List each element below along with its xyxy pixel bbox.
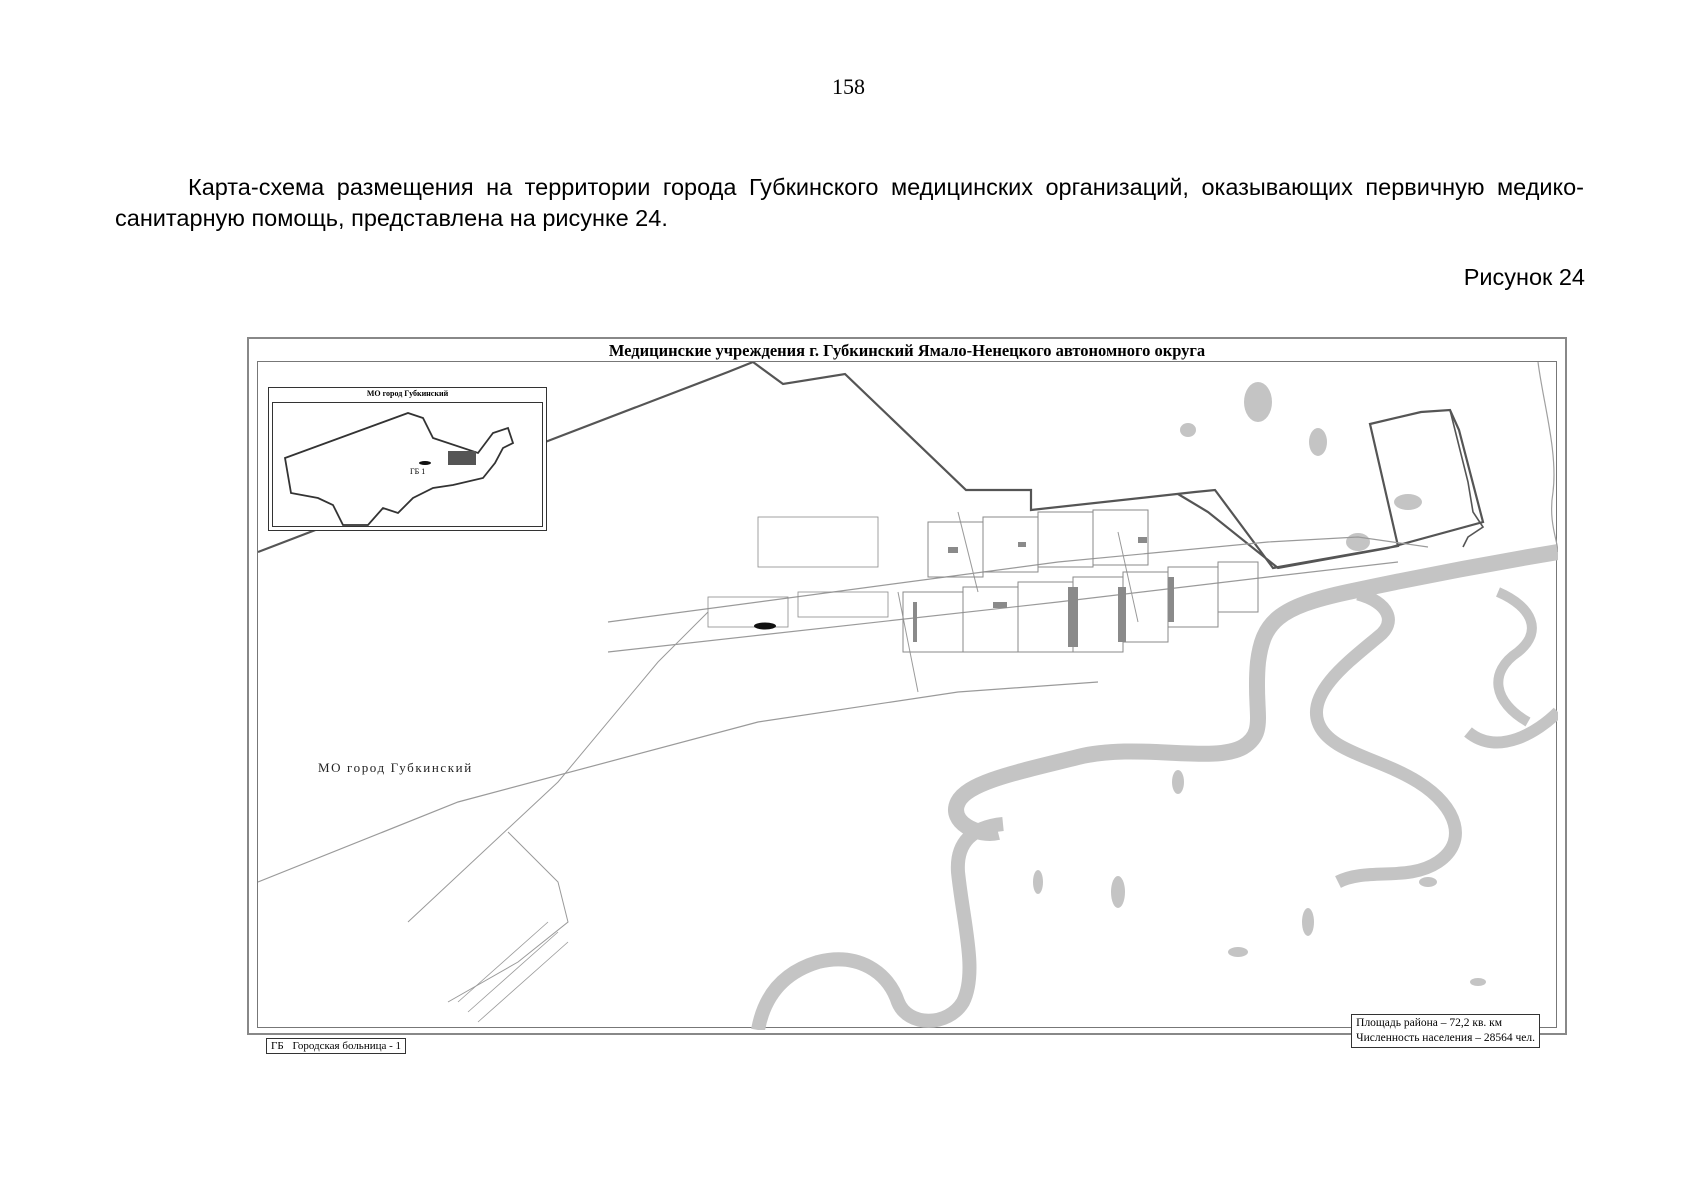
city-block [1123, 572, 1168, 642]
body-paragraph: Карта-схема размещения на территории города Губкинского медицинских организаций, оказывающих первичную медико-санитарную помощь, представлена на рисунке 24. [115, 174, 1584, 231]
road [478, 942, 568, 1022]
city-block-dense [1118, 587, 1126, 642]
lake [1309, 428, 1327, 456]
city-block-dense [1168, 577, 1174, 622]
inset-title: МО город Губкинский [366, 389, 449, 398]
tributary [1538, 362, 1558, 552]
inset-map [268, 387, 547, 531]
hospital-marker-icon [754, 623, 776, 630]
page-number: 158 [832, 74, 865, 99]
legend-code: ГБ [271, 1040, 284, 1052]
city-block-dense [708, 597, 788, 627]
river-south [758, 824, 1003, 1030]
lake [1394, 494, 1422, 510]
inset-city [448, 451, 476, 465]
lake [1111, 876, 1125, 908]
city-block-dense [798, 592, 888, 617]
stats-box [1351, 1014, 1540, 1048]
map-area [257, 361, 1557, 1052]
road [958, 512, 978, 592]
main-river [956, 552, 1558, 833]
city-block [1038, 512, 1093, 567]
lake [1419, 877, 1437, 887]
legend [266, 1038, 406, 1054]
city-block [983, 517, 1038, 572]
inset-boundary [285, 413, 513, 525]
city-block [903, 592, 963, 652]
city-block-dense [993, 602, 1007, 608]
figure-label: Рисунок 24 [1463, 264, 1585, 290]
river-channel [1316, 594, 1455, 882]
stats-population: Численность населения – 28564 чел. [1356, 1032, 1535, 1044]
road [468, 932, 558, 1012]
map-figure [247, 337, 1567, 1052]
city-block-dense [1018, 542, 1026, 547]
territory-label: МО город Губкинский [318, 760, 473, 775]
lake [1302, 908, 1314, 936]
river-meander [1498, 592, 1532, 722]
lake [1346, 533, 1370, 551]
city-block [1218, 562, 1258, 612]
inset-frame [272, 402, 543, 527]
lake [1180, 423, 1196, 437]
lake [1033, 870, 1043, 894]
city-block [1073, 577, 1123, 652]
city-block-dense [1138, 537, 1147, 543]
city-block [963, 587, 1018, 652]
city-block [1018, 582, 1073, 652]
inset-hospital-icon [419, 461, 431, 465]
map-title: Медицинские учреждения г. Губкинский Ямало-Ненецкого автономного округа [608, 341, 1206, 360]
city-block-dense [913, 602, 917, 642]
lake [1470, 978, 1486, 986]
lake [1172, 770, 1184, 794]
city-block-dense [948, 547, 958, 553]
lake [1244, 382, 1272, 422]
city-block-dense [758, 517, 878, 567]
legend-label: Городская больница - 1 [292, 1040, 402, 1052]
inset-drawing [273, 403, 544, 528]
road [458, 922, 548, 1002]
inset-marker-label: ГБ 1 [410, 467, 426, 476]
city-block [1168, 567, 1218, 627]
stats-area: Площадь района – 72,2 кв. км [1356, 1017, 1503, 1029]
lake [1228, 947, 1248, 957]
city-block-dense [1068, 587, 1078, 647]
